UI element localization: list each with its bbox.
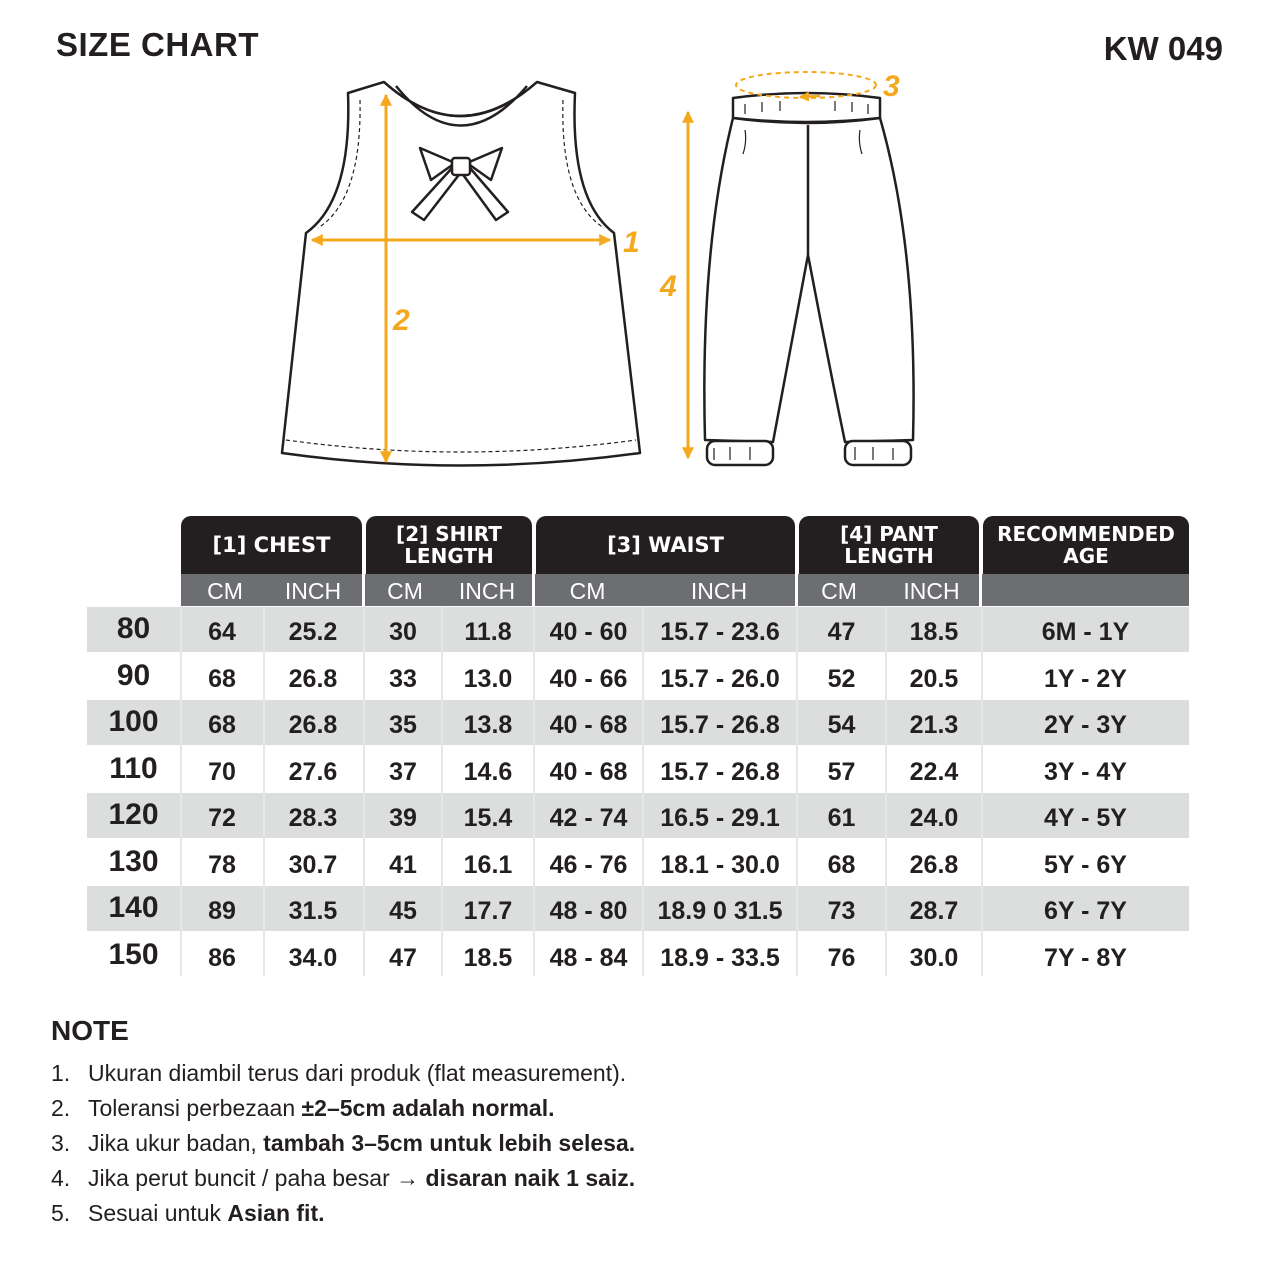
column-divider (885, 606, 887, 976)
subheader-pant-inch: INCH (903, 578, 960, 604)
cell-age: 4Y - 5Y (1044, 804, 1127, 832)
cell-pant-cm: 52 (827, 664, 856, 693)
note-item: 4. Jika perut buncit / paha besar → disaran naik 1 saiz. (51, 1165, 636, 1191)
subheader-pant-cm: CM (821, 578, 857, 604)
subheader-chest-inch: INCH (284, 578, 342, 604)
cell-chest-in: 28.3 (288, 804, 338, 832)
page-title: SIZE CHART (56, 26, 259, 63)
cell-chest-cm: 70 (208, 757, 236, 786)
measurement-label-4: 4 (660, 270, 677, 303)
notes-title: NOTE (51, 1015, 129, 1046)
note-item: 5. Sesuai untuk Asian fit. (51, 1200, 325, 1226)
cell-chest-in: 26.8 (288, 711, 338, 739)
cell-chest-in: 27.6 (288, 757, 338, 786)
column-divider (263, 606, 265, 976)
cell-chest-cm: 72 (208, 804, 236, 832)
garment-illustration (0, 0, 1275, 500)
subheader-chest-cm: CM (207, 578, 243, 604)
measurement-label-1: 1 (623, 226, 640, 259)
cell-chest-cm: 68 (208, 711, 236, 739)
size-label: 100 (108, 705, 159, 738)
shirt-drawing (282, 82, 640, 466)
cell-shirt-cm: 33 (389, 664, 417, 693)
note-item: 3. Jika ukur badan, tambah 3–5cm untuk lebih selesa. (51, 1130, 636, 1156)
cell-shirt-cm: 47 (389, 943, 417, 972)
table-row (87, 654, 1189, 699)
cell-waist-cm: 40 - 66 (549, 664, 628, 693)
note-item: 1. Ukuran diambil terus dari produk (flat measurement). (51, 1060, 627, 1086)
header-chest-line1: [1] CHEST (212, 533, 331, 557)
measurement-label-2: 2 (393, 304, 410, 337)
cell-pant-cm: 61 (827, 804, 856, 832)
cell-age: 1Y - 2Y (1044, 664, 1127, 693)
cell-shirt-in: 17.7 (463, 897, 513, 925)
size-label: 140 (108, 891, 159, 924)
table-row (87, 700, 1189, 745)
header-shirt-length (366, 516, 532, 574)
header-pant-length (799, 516, 979, 574)
cell-age: 6Y - 7Y (1044, 897, 1127, 925)
header-waist-line1: [3] WAIST (607, 533, 724, 557)
cell-shirt-cm: 41 (389, 850, 417, 879)
subheader-waist-inch: INCH (690, 578, 748, 604)
header-pant-line1: [4] PANT (840, 522, 938, 546)
table-row (87, 840, 1189, 885)
cell-shirt-cm: 35 (389, 711, 417, 739)
cell-pant-in: 21.3 (909, 711, 959, 739)
table-row (87, 747, 1189, 792)
cell-chest-cm: 86 (208, 943, 236, 972)
cell-age: 2Y - 3Y (1044, 711, 1127, 739)
cell-shirt-in: 11.8 (464, 618, 512, 646)
cell-pant-in: 28.7 (909, 897, 959, 925)
size-label: 120 (108, 798, 159, 831)
size-label: 130 (108, 844, 159, 878)
cell-age: 6M - 1Y (1041, 618, 1130, 646)
header-pant-line2: LENGTH (844, 544, 934, 568)
cell-waist-in: 15.7 - 26.0 (660, 664, 780, 693)
cell-shirt-in: 14.6 (463, 757, 513, 786)
table-row (87, 793, 1189, 838)
size-label: 150 (108, 937, 159, 971)
column-divider (796, 606, 798, 976)
column-divider (981, 606, 983, 976)
cell-chest-in: 34.0 (288, 943, 338, 972)
cell-waist-in: 15.7 - 26.8 (660, 757, 780, 786)
cell-shirt-in: 13.8 (463, 711, 513, 739)
cell-waist-cm: 40 - 68 (549, 711, 628, 739)
cell-shirt-cm: 45 (389, 897, 417, 925)
cell-pant-in: 18.5 (909, 618, 959, 646)
cell-chest-cm: 68 (208, 664, 236, 693)
subheader-waist-cm: CM (569, 578, 606, 604)
cell-waist-cm: 48 - 84 (549, 943, 628, 972)
cell-shirt-in: 15.4 (463, 804, 513, 832)
table-row (87, 607, 1189, 652)
cell-pant-in: 24.0 (909, 804, 959, 832)
cell-shirt-in: 13.0 (463, 664, 513, 693)
cell-chest-cm: 64 (208, 618, 236, 646)
column-divider (363, 606, 365, 976)
cell-chest-in: 31.5 (288, 897, 338, 925)
cell-waist-cm: 48 - 80 (549, 897, 628, 925)
header-waist (536, 516, 795, 574)
size-label: 80 (116, 612, 151, 645)
cell-waist-cm: 46 - 76 (549, 850, 628, 879)
cell-shirt-in: 16.1 (463, 850, 513, 879)
notes-list (51, 1058, 635, 1233)
cell-waist-in: 15.7 - 23.6 (660, 618, 780, 646)
cell-chest-in: 25.2 (288, 618, 338, 646)
note-item: 2. Toleransi perbezaan ±2–5cm adalah normal. (51, 1095, 555, 1121)
cell-chest-cm: 78 (208, 850, 236, 879)
subheader-divider (979, 574, 982, 606)
cell-pant-cm: 47 (827, 618, 856, 646)
size-label: 90 (116, 658, 151, 692)
cell-waist-in: 16.5 - 29.1 (660, 804, 780, 832)
header-shirt-line1: [2] SHIRT (396, 522, 502, 546)
header-recommended-age (983, 516, 1189, 574)
product-code: KW 049 (1103, 30, 1223, 67)
header-age-line2: AGE (1063, 544, 1109, 568)
cell-pant-cm: 54 (827, 711, 856, 739)
measurement-label-3: 3 (883, 70, 900, 103)
column-divider (441, 606, 443, 976)
cell-waist-cm: 42 - 74 (549, 804, 628, 832)
cell-waist-in: 18.1 - 30.0 (660, 850, 780, 879)
cell-chest-in: 30.7 (288, 850, 338, 879)
cell-chest-in: 26.8 (288, 664, 338, 693)
cell-pant-cm: 73 (827, 897, 856, 925)
cell-pant-in: 26.8 (909, 850, 959, 879)
header-age-line1: RECOMMENDED (997, 522, 1175, 546)
cell-age: 7Y - 8Y (1044, 943, 1127, 972)
column-divider (180, 606, 182, 976)
size-label: 110 (109, 751, 158, 785)
cell-pant-in: 30.0 (909, 943, 959, 972)
cell-shirt-in: 18.5 (463, 943, 513, 972)
table-row (87, 933, 1189, 978)
header-shirt-line2: LENGTH (404, 544, 494, 568)
pants-drawing (704, 93, 913, 465)
cell-shirt-cm: 37 (389, 757, 417, 786)
cell-waist-cm: 40 - 68 (549, 757, 628, 786)
column-divider (533, 606, 535, 976)
cell-chest-cm: 89 (208, 897, 236, 925)
cell-waist-in: 18.9 0 31.5 (657, 897, 783, 925)
cell-pant-in: 22.4 (909, 757, 959, 786)
cell-waist-in: 15.7 - 26.8 (660, 711, 780, 739)
cell-age: 5Y - 6Y (1044, 850, 1127, 879)
column-divider (642, 606, 644, 976)
cell-pant-cm: 68 (827, 850, 856, 879)
cell-age: 3Y - 4Y (1044, 757, 1127, 786)
subheader-shirt-inch: INCH (458, 578, 516, 604)
cell-shirt-cm: 30 (389, 618, 417, 646)
cell-pant-cm: 57 (827, 757, 856, 786)
cell-shirt-cm: 39 (389, 804, 417, 832)
cell-waist-cm: 40 - 60 (549, 618, 628, 646)
table-row (87, 886, 1189, 931)
subheader-shirt-cm: CM (387, 578, 423, 604)
cell-pant-cm: 76 (827, 943, 856, 972)
header-chest (181, 516, 362, 574)
cell-pant-in: 20.5 (909, 664, 959, 693)
cell-waist-in: 18.9 - 33.5 (660, 943, 780, 972)
